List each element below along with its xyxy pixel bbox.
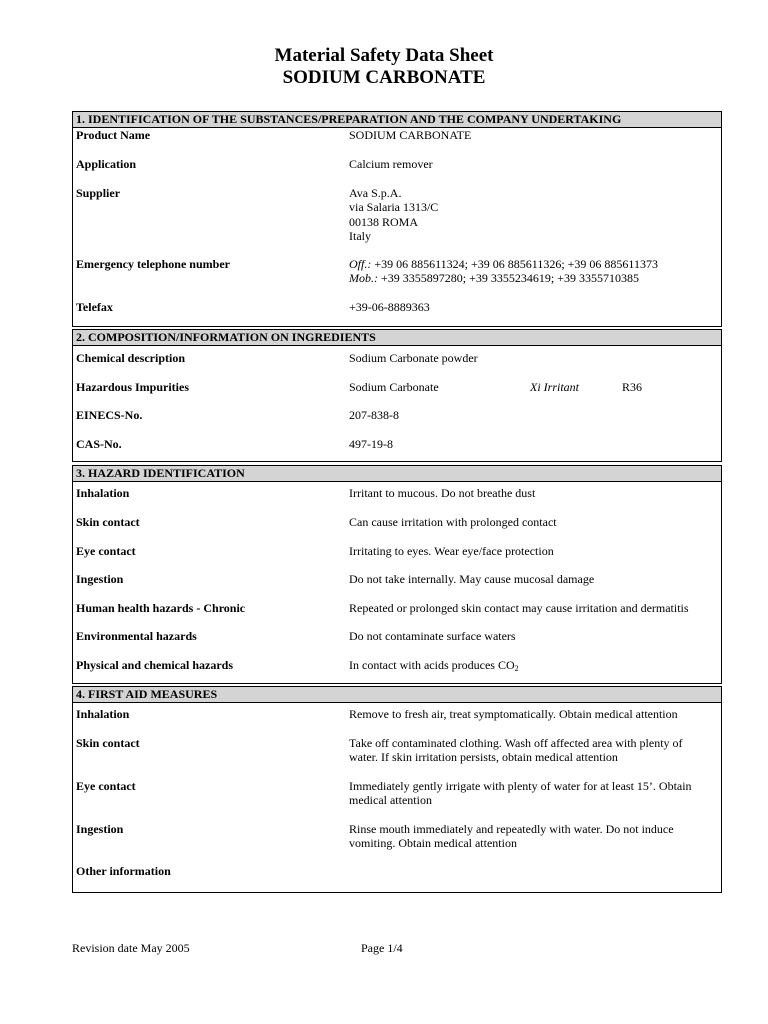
physchem-subscript: 2 [514,664,519,673]
section-composition [72,329,722,462]
field-label: EINECS-No. [76,408,143,422]
field-value: Irritant to mucous. Do not breathe dust [349,486,536,500]
field-label: Environmental hazards [76,629,197,643]
field-value [349,822,719,851]
section-heading: 1. IDENTIFICATION OF THE SUBSTANCES/PREPARATION AND THE COMPANY UNDERTAKING [73,112,721,128]
supplier-line: 00138 ROMA [349,214,419,229]
value-line: medical attention [349,793,432,808]
field-value: Sodium Carbonate powder [349,351,478,365]
emergency-office-prefix: Off.: [349,257,372,271]
emergency-mobile-numbers: +39 3355897280; +39 3355234619; +39 3355710385 [378,271,639,286]
field-value: 207-838-8 [349,408,399,422]
field-label: Skin contact [76,515,140,529]
emergency-office-numbers: +39 06 885611324; +39 06 885611326; +39 06 885611373 [371,257,658,271]
field-label: Hazardous Impurities [76,380,190,394]
emergency-office-line [349,257,719,271]
field-label: Product Name [76,128,151,142]
field-label: Chemical description [76,351,185,365]
value-line: Remove to fresh air, treat symptomatically. Obtain medical attention [349,707,678,721]
field-label: Telefax [76,300,113,314]
field-label: Inhalation [76,486,130,500]
field-label: Skin contact [76,736,140,750]
value-line: Rinse mouth immediately and repeatedly with water. Do not induce [349,822,674,836]
value-line: vomiting. Obtain medical attention [349,836,517,851]
section-identification [72,111,722,327]
field-label: CAS-No. [76,437,122,451]
field-label: Human health hazards - Chronic [76,601,246,615]
field-label: Eye contact [76,779,136,793]
value-line: water. If skin irritation persists, obtain medical attention [349,750,618,765]
document-title: Material Safety Data Sheet [274,45,494,66]
field-value [349,658,719,676]
field-value-emergency [349,257,719,286]
field-value: Do not take internally. May cause mucosal damage [349,572,595,586]
field-label: Ingestion [76,822,124,836]
field-value: Do not contaminate surface waters [349,629,516,643]
field-label: Emergency telephone number [76,257,230,271]
field-label: Inhalation [76,707,130,721]
impurity-risk-phrase: R36 [622,380,643,394]
section-heading: 3. HAZARD IDENTIFICATION [73,466,721,482]
impurity-name: Sodium Carbonate [349,380,439,394]
field-value-impurities [349,380,719,394]
section-hazards [72,465,722,684]
revision-date: Revision date May 2005 [72,941,190,955]
section-heading: 2. COMPOSITION/INFORMATION ON INGREDIENTS [73,330,721,346]
field-label: Supplier [76,186,121,200]
field-label: Other information [76,864,171,878]
field-value: Calcium remover [349,157,433,171]
field-value-supplier [349,186,719,244]
field-label: Application [76,157,137,171]
field-value: 497-19-8 [349,437,393,451]
field-value [349,779,719,808]
impurity-symbol: Xi Irritant [530,380,580,394]
document-subtitle: SODIUM CARBONATE [282,67,486,88]
field-label: Eye contact [76,544,136,558]
emergency-mobile-prefix: Mob.: [349,271,378,286]
section-first-aid [72,686,722,893]
field-value [349,736,719,765]
field-value: SODIUM CARBONATE [349,128,472,142]
field-value: +39-06-8889363 [349,300,430,314]
section-heading: 4. FIRST AID MEASURES [73,687,721,703]
page-number: Page 1/4 [361,941,403,955]
field-label: Physical and chemical hazards [76,658,234,672]
emergency-mobile-line [349,271,719,285]
value-line: Immediately gently irrigate with plenty of water for at least 15’. Obtain [349,779,692,793]
field-label: Ingestion [76,572,124,586]
supplier-line: via Salaria 1313/C [349,200,439,215]
value-line: Take off contaminated clothing. Wash off affected area with plenty of [349,736,683,750]
physchem-text: In contact with acids produces CO [349,658,515,672]
supplier-line: Ava S.p.A. [349,186,402,200]
field-value: Irritating to eyes. Wear eye/face protection [349,544,554,558]
field-value: Can cause irritation with prolonged contact [349,515,557,529]
field-value: Repeated or prolonged skin contact may cause irritation and dermatitis [349,601,689,615]
field-value [349,707,719,721]
supplier-line: Italy [349,229,371,244]
